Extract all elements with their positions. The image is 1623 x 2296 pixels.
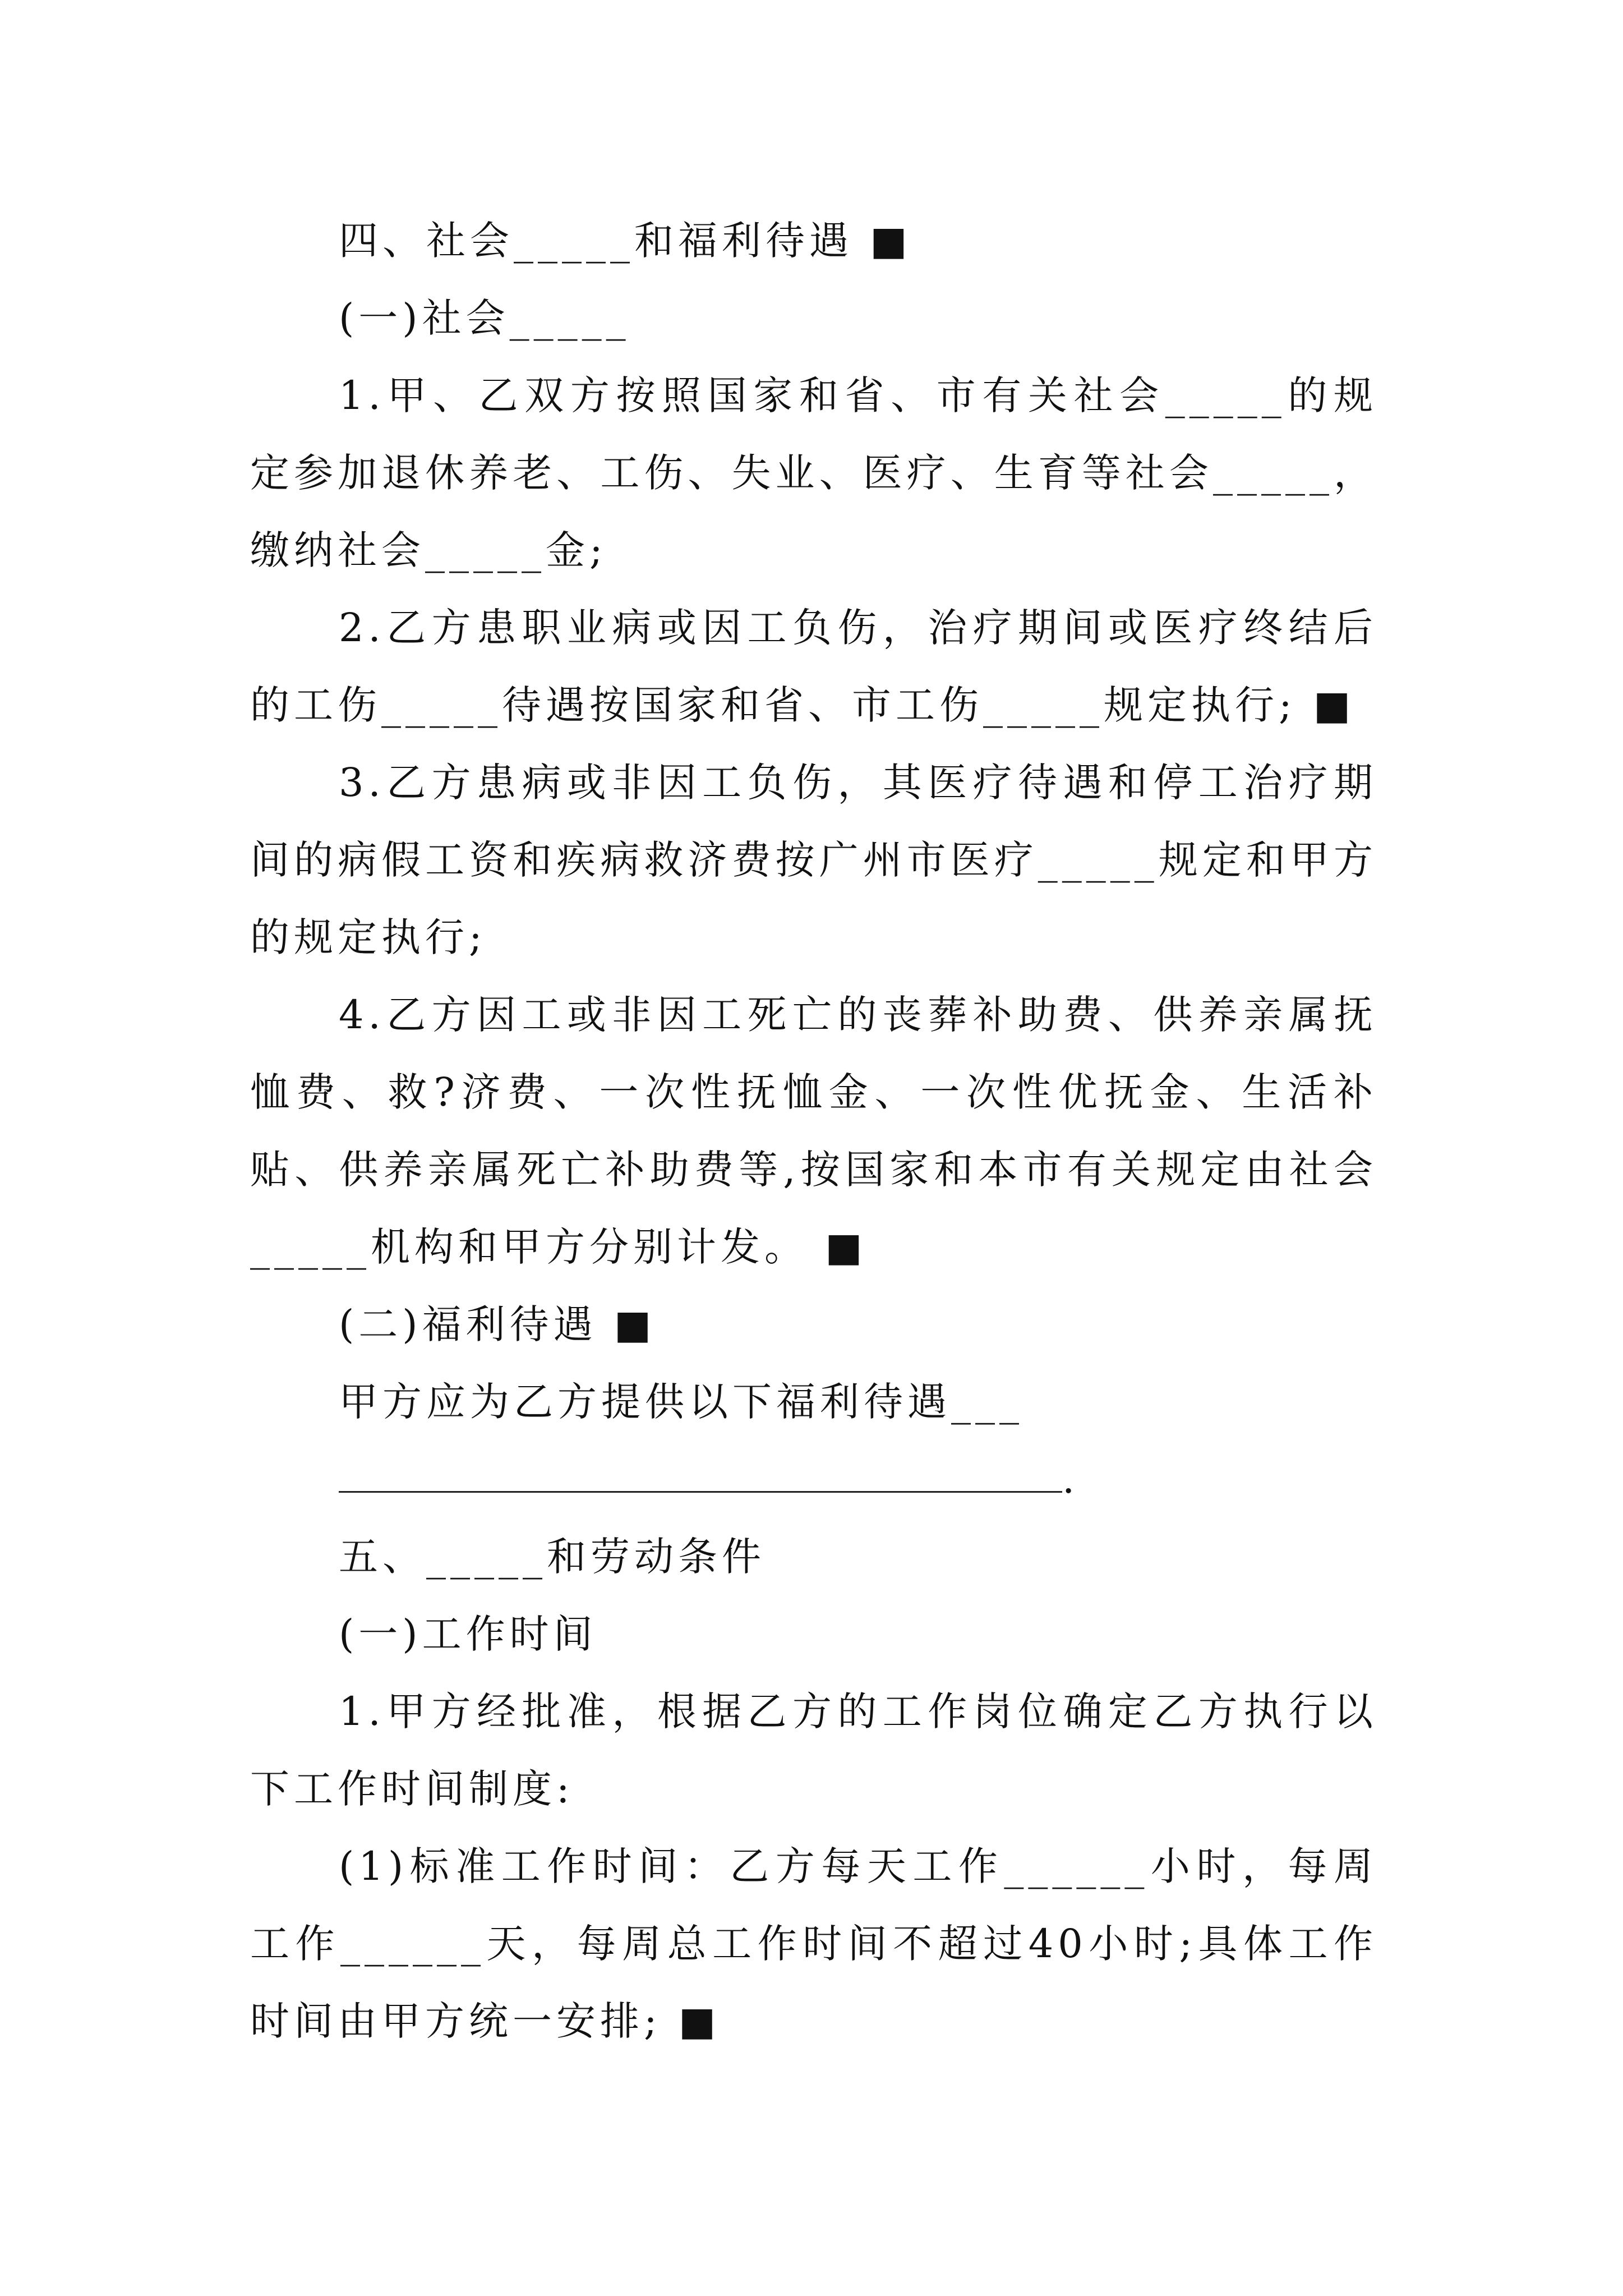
welfare-fill-period: .: [1062, 1456, 1080, 1502]
clause-3-sick-leave: 3.乙方患病或非因工负伤，其医疗待遇和停工治疗期间的病假工资和疾病救济费按广州市医疗_____规定和甲方的规定执行;: [250, 760, 1377, 960]
clause-1-social-insurance: 1.甲、乙双方按照国家和省、市有关社会_____的规定参加退休养老、工伤、失业、医疗、生育等社会_____，缴纳社会_____金;: [250, 372, 1377, 573]
clause-standard-working-time: (1)标准工作时间：乙方每天工作______小时，每周工作______天，每周总工作时间不超过40小时;具体工作时间由甲方统一安排; ■: [250, 1843, 1377, 2044]
clause-1-working-time-system: 1.甲方经批准，根据乙方的工作岗位确定乙方执行以下工作时间制度:: [250, 1688, 1377, 1812]
section-heading-working-hours: 五、_____和劳动条件: [339, 1534, 766, 1580]
welfare-statement: 甲方应为乙方提供以下福利待遇___: [339, 1379, 1023, 1425]
clause-2-occupational-injury: 2.乙方患职业病或因工负伤，治疗期间或医疗终结后的工伤_____待遇按国家和省、市工伤_____规定执行; ■: [250, 605, 1377, 728]
document-body: [250, 202, 1377, 2060]
subsection-heading-welfare: (二)福利待遇 ■: [339, 1301, 656, 1347]
section-heading-social-insurance: 四、社会_____和福利待遇 ■: [339, 218, 912, 264]
long-blank-line: [339, 1457, 1062, 1493]
welfare-fill-line: [250, 1441, 1377, 1518]
subsection-heading-working-time: (一)工作时间: [339, 1611, 597, 1657]
subsection-heading-social-insurance: (一)社会_____: [339, 295, 630, 341]
clause-4-death-benefits: 4.乙方因工或非因工死亡的丧葬补助费、供养亲属抚恤费、救?济费、一次性抚恤金、一次性优抚金、生活补贴、供养亲属死亡补助费等,按国家和本市有关规定由社会_____机构和甲方分别计发。 ■: [250, 992, 1377, 1270]
